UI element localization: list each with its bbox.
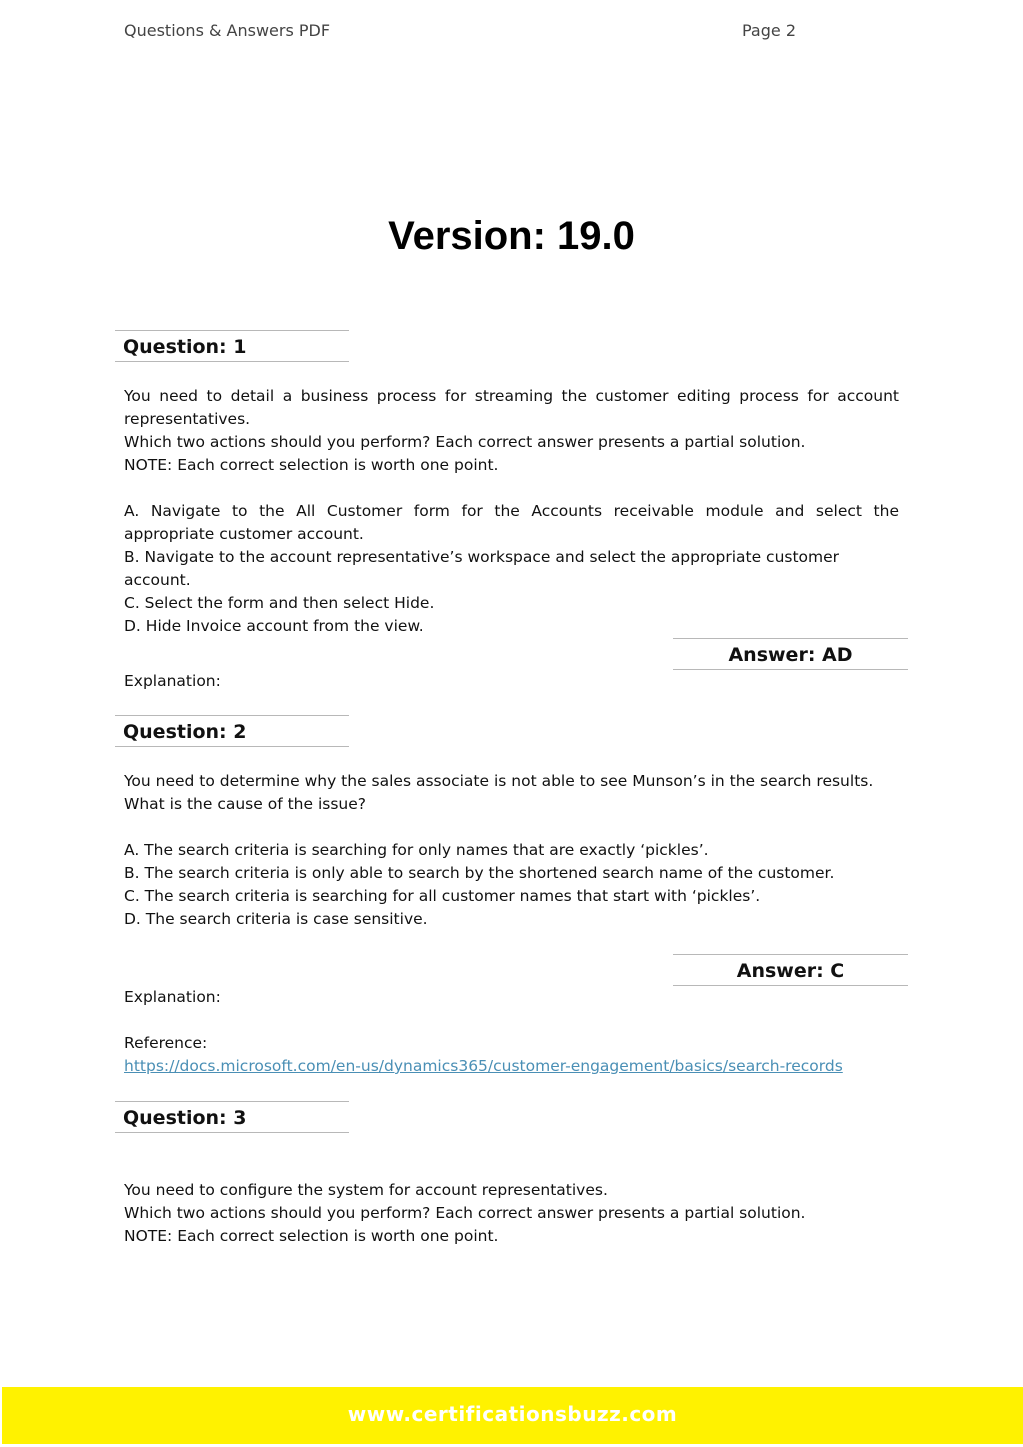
question-1-title: Question: 1 [123,336,247,358]
question-1-intro: You need to detail a business process for streaming the customer editing process for account representatives. [124,387,899,428]
question-1-option-b: B. Navigate to the account representative’s workspace and select the appropriate customer account. [124,548,840,589]
question-1-explanation: Explanation: [124,672,221,690]
question-2-reference-label: Reference: [124,1034,208,1052]
question-3-title: Question: 3 [123,1107,247,1129]
question-3-note: NOTE: Each correct selection is worth one point. [124,1227,499,1245]
header-page-number: Page 2 [742,21,796,40]
question-2-body [124,770,899,931]
question-1-answer: Answer: AD [728,644,853,666]
header-doc-title: Questions & Answers PDF [124,21,331,40]
question-2-reference-link[interactable]: https://docs.microsoft.com/en-us/dynamics365/customer-engagement/basics/search-records [124,1057,843,1075]
question-1-header [115,330,349,362]
question-2-title: Question: 2 [123,721,247,743]
question-2-question: What is the cause of the issue? [124,795,366,813]
question-2-intro: You need to determine why the sales associate is not able to see Munson’s in the search results. [124,772,874,790]
question-3-intro: You need to configure the system for account representatives. [124,1181,608,1199]
footer-url: www.certificationsbuzz.com [347,1402,678,1426]
question-1-option-c: C. Select the form and then select Hide. [124,594,435,612]
question-3-header [115,1101,349,1133]
question-2-answer-box [673,954,908,986]
question-3-body [124,1179,899,1248]
footer-banner [2,1387,1023,1444]
question-2-explanation-block [124,986,899,1078]
question-1-instruction: Which two actions should you perform? Each correct answer presents a partial solution. [124,433,806,451]
question-2-option-a: A. The search criteria is searching for only names that are exactly ‘pickles’. [124,841,709,859]
question-1-body [124,385,899,638]
question-2-option-d: D. The search criteria is case sensitive. [124,910,428,928]
question-2-option-b: B. The search criteria is only able to search by the shortened search name of the customer. [124,864,835,882]
question-2-option-c: C. The search criteria is searching for all customer names that start with ‘pickles’. [124,887,761,905]
question-1-note: NOTE: Each correct selection is worth one point. [124,456,499,474]
question-2-answer: Answer: C [736,960,845,982]
question-1-answer-box [673,638,908,670]
version-heading: Version: 19.0 [388,214,635,258]
question-1-option-a: A. Navigate to the All Customer form for the Accounts receivable module and select the appropriate customer account. [124,502,899,543]
question-1-option-d: D. Hide Invoice account from the view. [124,617,424,635]
question-3-instruction: Which two actions should you perform? Each correct answer presents a partial solution. [124,1204,806,1222]
question-2-header [115,715,349,747]
question-2-explanation: Explanation: [124,988,221,1006]
